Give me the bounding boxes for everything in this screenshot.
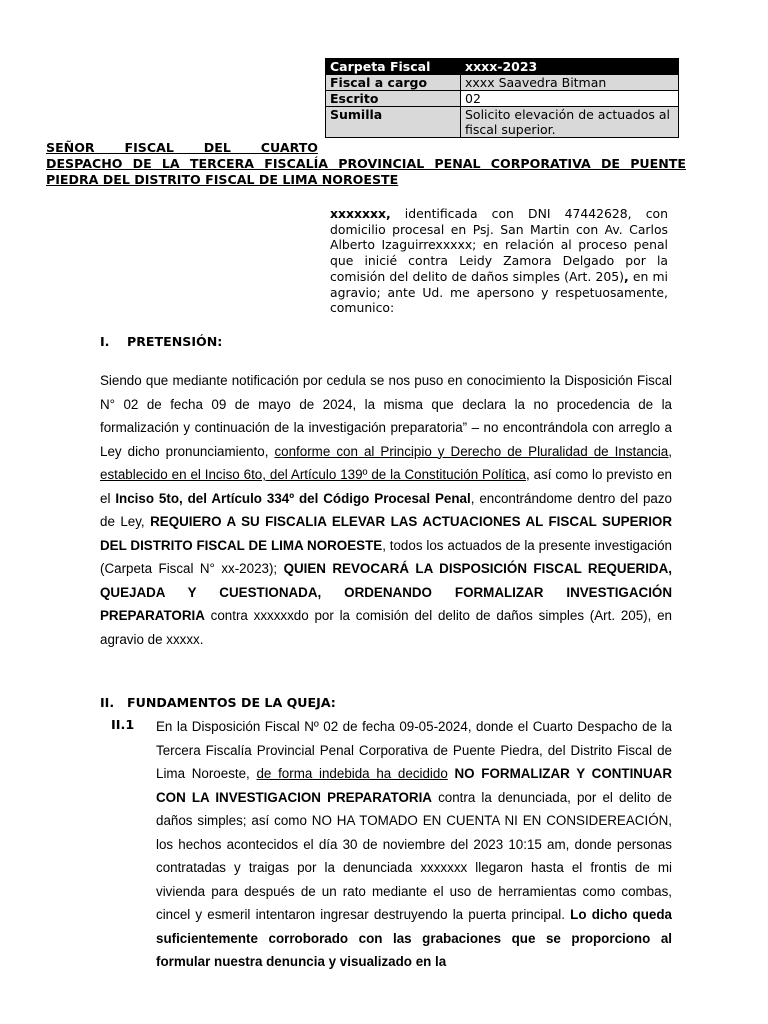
intro-paragraph xyxy=(330,206,668,316)
text-run: Siendo que mediante notificación por cedula se nos puso en conocimiento la Disposición Fiscal N° 02 de fecha 09 de mayo de 2024, la misma que declara la no procedencia de la formalización y continuación de la investigación preparatoria” – no encontrándola con arreglo a Ley dicho pronunciamiento, xyxy=(100,373,672,459)
bold-text: NO FORMALIZAR Y CONTINUAR CON LA INVESTIGACION PREPARATORIA xyxy=(156,766,672,805)
case-info-key: Sumilla xyxy=(326,107,461,138)
section-title: FUNDAMENTOS DE LA QUEJA: xyxy=(127,695,336,710)
case-info-key: Carpeta Fiscal xyxy=(326,59,461,75)
intro-text: identificada con DNI 47442628, con domicilio procesal en Psj. San Martin con Av. Carlos Alberto Izaguirrexxxxx; en relación al proceso penal que inicié contra Leidy Zamora Delgado por la comisión del delito de daños simples (Art. 205) xyxy=(330,206,668,284)
intro-comma: , xyxy=(623,268,629,284)
case-info-value: Solicito elevación de actuados al fiscal superior. xyxy=(461,107,679,138)
addressee-line-3: PIEDRA DEL DISTRITO FISCAL DE LIMA NOROESTE xyxy=(46,172,399,187)
section-number: I. xyxy=(100,334,110,349)
bold-text: Inciso 5to, del Artículo 334º del Código Procesal Penal xyxy=(115,490,471,506)
section-heading xyxy=(100,695,336,710)
bold-text: QUIEN REVOCARÁ LA DISPOSICIÓN FISCAL REQUERIDA, QUEJADA Y CUESTIONADA, ORDENANDO FORMALIZAR INVESTIGACIÓN PREPARATORIA xyxy=(100,561,672,623)
case-info-row xyxy=(326,59,679,75)
section-number: II. xyxy=(100,695,115,710)
item-number: II.1 xyxy=(111,718,135,733)
underlined-text: de forma indebida ha decidido xyxy=(256,766,448,781)
intro-text: en mi agravio; ante Ud. me apersono y respetuosamente, comunico: xyxy=(330,268,668,316)
text-run: , encontrándome dentro del pazo de Ley, xyxy=(100,490,672,529)
case-info-value: 02 xyxy=(461,91,679,107)
case-info-value: xxxx-2023 xyxy=(461,59,679,75)
underlined-text: conforme con al Principio y Derecho de Pluralidad de Instancia, establecido en el Inciso 6to, del Artículo 139º de la Constitución Política xyxy=(100,443,672,482)
case-info-row xyxy=(326,107,679,138)
text-run: contra la denunciada, por el delito de daños simples; así como NO HA TOMADO EN CUENTA NI EN CONSIDEREACIÓN, los hechos acontecidos el día 30 de noviembre del 2023 10:15 am, donde personas contratadas y traigas por la denunciada xxxxxxx llegaron hasta el frontis de mi vivienda para después de un rato mediante el uso de herramientas como combas, cincel y esmeril intentaron ingresar destruyendo la puerta principal. xyxy=(156,789,672,922)
case-info-key: Escrito xyxy=(326,91,461,107)
pretension-paragraph xyxy=(100,369,672,651)
plaintiff-name: xxxxxxx, xyxy=(330,206,391,221)
case-info-table xyxy=(325,58,679,138)
text-run: En la Disposición Fiscal Nº 02 de fecha 09-05-2024, donde el Cuarto Despacho de la Tercera Fiscalía Provincial Penal Corporativa de Puente Piedra, del Distrito Fiscal de Lima Noroeste, xyxy=(156,719,672,781)
addressee-line-2: DESPACHO DE LA TERCERA FISCALÍA PROVINCIAL PENAL CORPORATIVA DE PUENTE xyxy=(46,156,686,171)
case-info-row xyxy=(326,75,679,91)
bold-text: REQUIERO A SU FISCALIA ELEVAR LAS ACTUACIONES AL FISCAL SUPERIOR DEL DISTRITO FISCAL DE LIMA NOROESTE xyxy=(100,514,672,553)
section-heading xyxy=(100,334,222,349)
case-info-key: Fiscal a cargo xyxy=(326,75,461,91)
fundamentos-paragraph xyxy=(156,715,672,974)
case-info-value: xxxx Saavedra Bitman xyxy=(461,75,679,91)
addressee-line-1: SEÑOR FISCAL DEL CUARTO xyxy=(46,140,318,155)
section-title: PRETENSIÓN: xyxy=(127,334,223,349)
text-run: , todos los actuados de la presente investigación (Carpeta Fiscal N° xx-2023); xyxy=(100,537,672,576)
case-info-row xyxy=(326,91,679,107)
text-run: , así como lo previsto en el xyxy=(100,467,672,506)
text-run: contra xxxxxxdo por la comisión del delito de daños simples (Art. 205), en agravio de xxxxx. xyxy=(100,608,672,647)
bold-text: Lo dicho queda suficientemente corroborado con las grabaciones que se proporciono al formular nuestra denuncia y visualizado en la xyxy=(156,907,672,969)
text-run xyxy=(448,766,455,781)
